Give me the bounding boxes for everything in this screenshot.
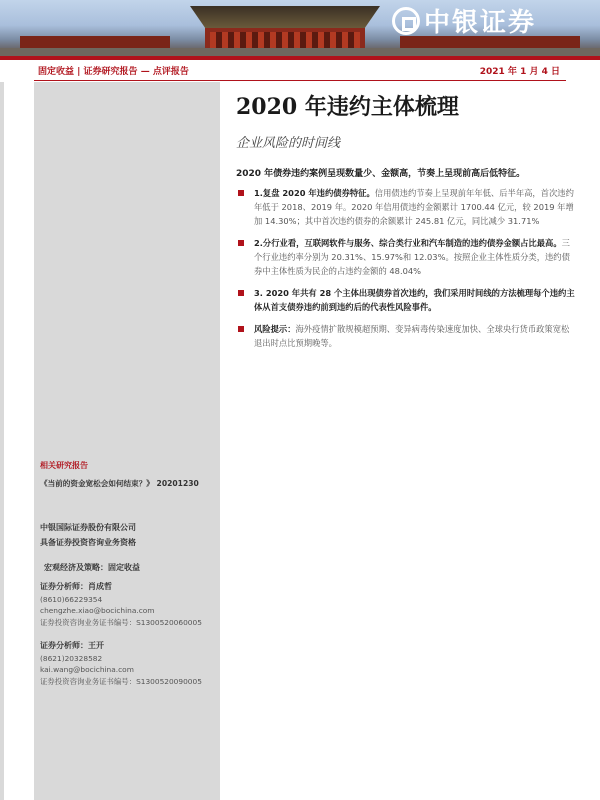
- analyst-title: 证券分析师：肖成哲: [40, 582, 112, 591]
- bullet-item: [236, 236, 576, 278]
- bullet-bold: 2.分行业看，互联网软件与服务、综合类行业和汽车制造的违约债券金额占比最高。: [254, 238, 562, 248]
- report-date: 2021 年 1 月 4 日: [479, 67, 560, 77]
- bullet-item: [236, 186, 576, 228]
- report-subtitle: 企业风险的时间线: [236, 136, 341, 151]
- summary-bullets: [236, 186, 576, 358]
- brand-logo: [392, 2, 536, 39]
- bullet-item: [236, 286, 576, 314]
- company-name: 中银国际证券股份有限公司: [40, 523, 136, 532]
- banner-roof: [190, 6, 380, 28]
- report-category: 固定收益 | 证券研究报告 — 点评报告: [38, 67, 189, 77]
- header-banner: [0, 0, 600, 56]
- company-qualification: 具备证券投资咨询业务资格: [40, 538, 136, 547]
- bullet-item: [236, 322, 576, 350]
- analyst-email[interactable]: chengzhe.xiao@bocichina.com: [40, 606, 155, 615]
- analyst-email[interactable]: kai.wang@bocichina.com: [40, 665, 134, 674]
- header-divider: [34, 80, 566, 81]
- bullet-bold: 风险提示：: [254, 324, 296, 334]
- bullet-text: 信用债违约节奏上呈现前年年低、后半年高，首次违约年低于 2018、2019 年。2020 年信用债违约金额累计 1700.44 亿元，较 2019 年增加 14.30%；其中首次违约债券的余额累计 245.81 亿元，同比减少 31.71%: [254, 188, 574, 226]
- analyst-cert: 证券投资咨询业务证书编号：S1300520060005: [40, 618, 202, 627]
- left-edge-strip: [0, 82, 4, 800]
- analyst-cert: 证券投资咨询业务证书编号：S1300520090005: [40, 677, 202, 686]
- bullet-bold: 3. 2020 年共有 28 个主体出现债券首次违约，我们采用时间线的方法梳理每个违约主体从首支债券违约前到违约后的代表性风险事件。: [254, 288, 575, 312]
- related-research-link[interactable]: 《当前的资金宽松会如何结束？》 20201230: [40, 479, 199, 488]
- brand-name: 中银证券: [424, 8, 537, 38]
- report-title: 2020 年违约主体梳理: [236, 94, 459, 120]
- analyst-phone: (8621)20328582: [40, 654, 103, 663]
- bullet-text: 海外疫情扩散规模超预期、变异病毒传染速度加快、全球央行货币政策宽松退出时点比预期晚等。: [254, 324, 570, 348]
- analyst-phone: (8610)66229354: [40, 595, 103, 604]
- report-category-line: [0, 60, 600, 82]
- analyst-title: 证券分析师：王开: [40, 641, 104, 650]
- banner-ground: [0, 48, 600, 56]
- bullet-text: 三个行业违约率分别为 20.31%、15.97%和 12.03%。按照企业主体性质分类，违约债券中主体性质为民企的占违约金额的 48.04%: [254, 238, 570, 276]
- boc-logo-icon: [392, 7, 420, 35]
- bullet-bold: 1.复盘 2020 年违约债券特征。: [254, 188, 375, 198]
- strategy-label: 宏观经济及策略：固定收益: [44, 563, 140, 572]
- sidebar-panel: [34, 82, 220, 800]
- related-research-heading: 相关研究报告: [40, 461, 88, 470]
- report-lead: 2020 年债券违约案例呈现数量少、金额高，节奏上呈现前高后低特征。: [236, 169, 526, 179]
